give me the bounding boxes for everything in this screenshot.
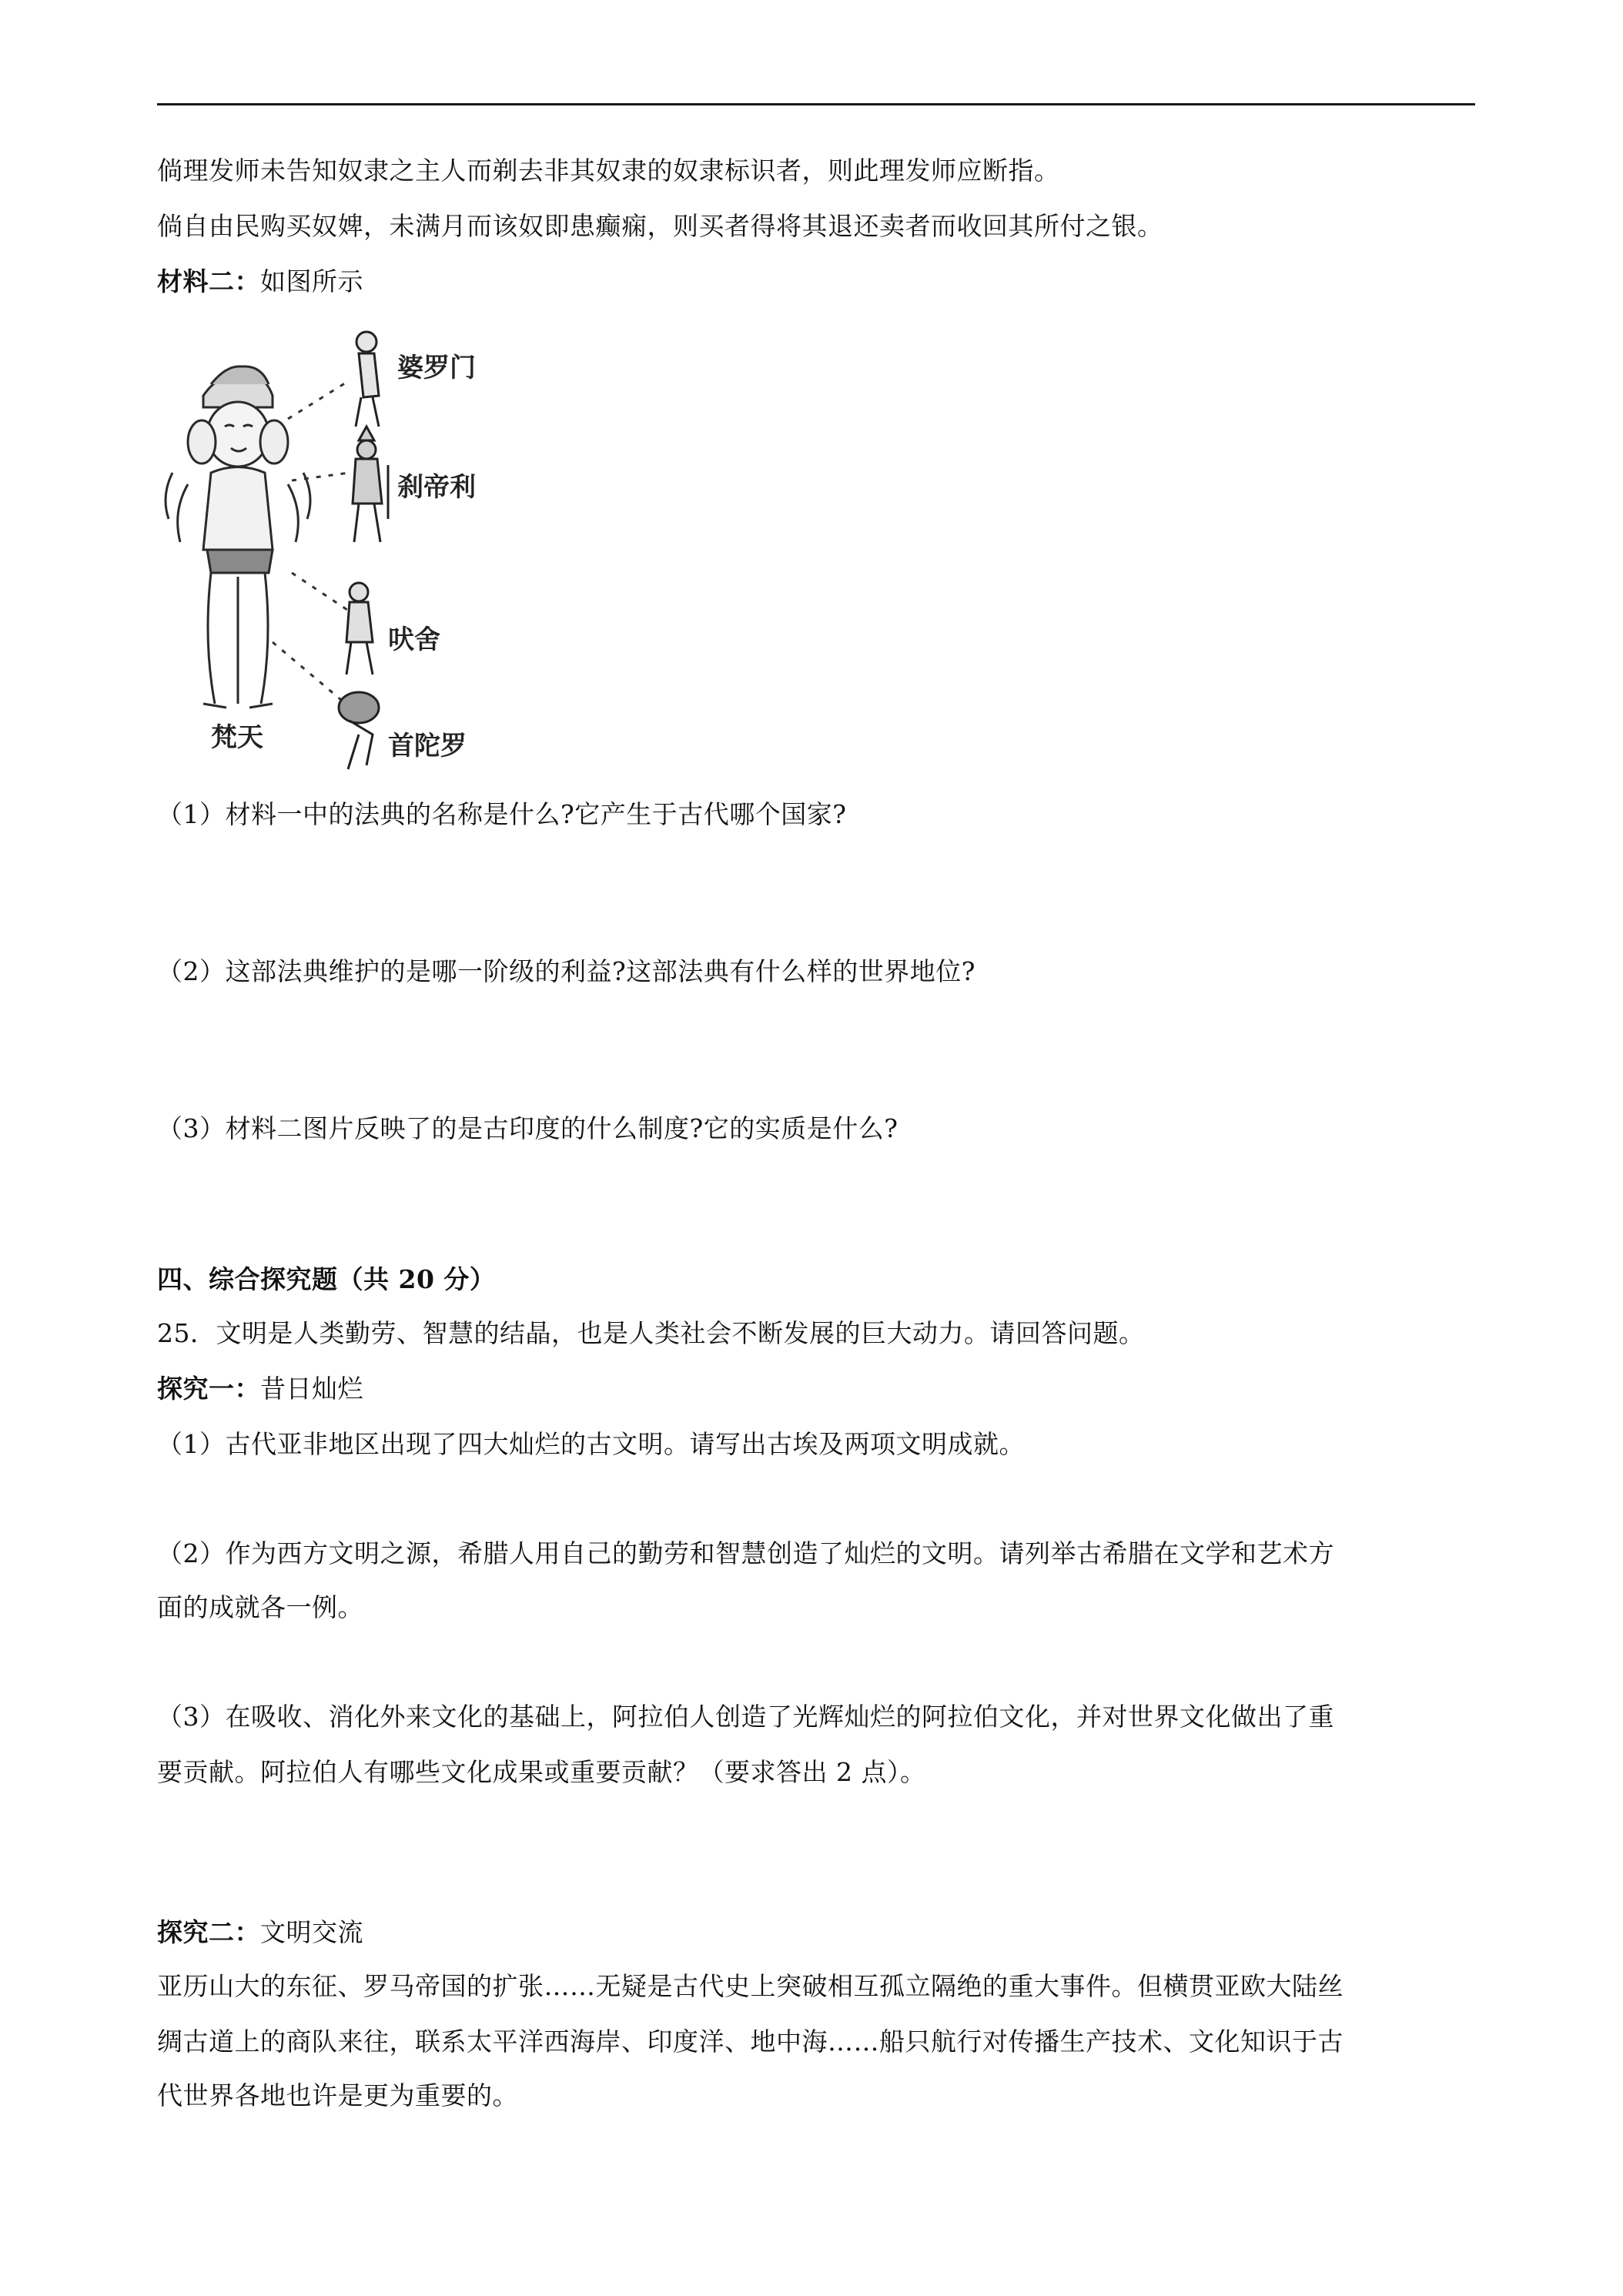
god-label-brahma: 梵天 bbox=[211, 722, 263, 753]
material-two-heading bbox=[157, 265, 363, 299]
caste-illustration bbox=[157, 319, 516, 782]
explore-one-label: 探究一： bbox=[157, 1374, 260, 1404]
kshatriya-figure bbox=[353, 427, 388, 542]
question-25: 25．文明是人类勤劳、智慧的结晶，也是人类社会不断发展的巨大动力。请回答问题。 bbox=[157, 1318, 1145, 1348]
vaishya-figure bbox=[346, 583, 373, 674]
header-rule bbox=[157, 103, 1475, 105]
caste-figure bbox=[157, 319, 516, 782]
material-two-label: 材料二： bbox=[157, 266, 260, 296]
explore-one-question-3-line-1: （3）在吸收、消化外来文化的基础上，阿拉伯人创造了光辉灿烂的阿拉伯文化，并对世界文化做出了重 bbox=[157, 1702, 1334, 1732]
passage-line-2: 绸古道上的商队来往，联系太平洋西海岸、印度洋、地中海……船只航行对传播生产技术、文化知识于古 bbox=[157, 2027, 1344, 2057]
caste-label-kshatriya: 刹帝利 bbox=[397, 472, 476, 503]
material-line-1: 倘理发师未告知奴隶之主人而剃去非其奴隶的奴隶标识者，则此理发师应断指。 bbox=[157, 156, 1060, 186]
explore-one-text: 昔日灿烂 bbox=[260, 1374, 363, 1404]
explore-two-heading bbox=[157, 1916, 363, 1950]
question-3: （3）材料二图片反映了的是古印度的什么制度?它的实质是什么? bbox=[157, 1113, 899, 1143]
explore-one-question-3-line-2: 要贡献。阿拉伯人有哪些文化成果或重要贡献？（要求答出 2 点）。 bbox=[157, 1757, 926, 1787]
explore-one-question-2-line-1: （2）作为西方文明之源，希腊人用自己的勤劳和智慧创造了灿烂的文明。请列举古希腊在文学和艺术方 bbox=[157, 1538, 1334, 1568]
explore-one-heading bbox=[157, 1372, 363, 1406]
passage-line-1: 亚历山大的东征、罗马帝国的扩张……无疑是古代史上突破相互孤立隔绝的重大事件。但横贯亚欧大陆丝 bbox=[157, 1971, 1344, 2001]
caste-label-brahmin: 婆罗门 bbox=[397, 353, 476, 383]
question-2: （2）这部法典维护的是哪一阶级的利益?这部法典有什么样的世界地位? bbox=[157, 956, 975, 986]
passage-line-3: 代世界各地也许是更为重要的。 bbox=[157, 2080, 518, 2110]
caste-label-shudra: 首陀罗 bbox=[388, 731, 467, 761]
question-1: （1）材料一中的法典的名称是什么?它产生于古代哪个国家? bbox=[157, 799, 847, 829]
material-line-2: 倘自由民购买奴婢，未满月而该奴即患癫痫，则买者得将其退还卖者而收回其所付之银。 bbox=[157, 211, 1163, 241]
section-four-heading: 四、综合探究题（共 20 分） bbox=[157, 1264, 496, 1294]
explore-one-question-2-line-2: 面的成就各一例。 bbox=[157, 1592, 363, 1622]
brahmin-figure bbox=[356, 332, 379, 427]
shudra-figure bbox=[339, 692, 379, 769]
material-two-text: 如图所示 bbox=[260, 266, 363, 296]
explore-two-label: 探究二： bbox=[157, 1917, 260, 1947]
explore-two-text: 文明交流 bbox=[260, 1917, 363, 1947]
explore-one-question-1: （1）古代亚非地区出现了四大灿烂的古文明。请写出古埃及两项文明成就。 bbox=[157, 1429, 1025, 1459]
caste-label-vaishya: 吠舍 bbox=[388, 624, 440, 655]
